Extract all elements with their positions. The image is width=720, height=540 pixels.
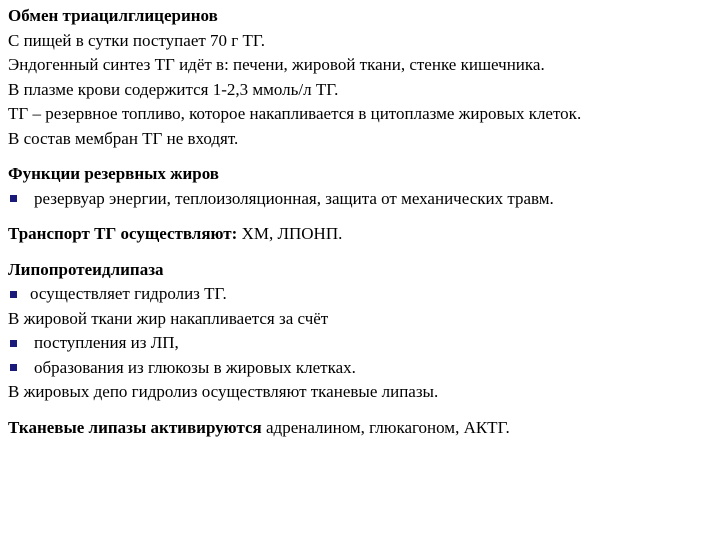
tissue-lipase-label: Тканевые липазы активируются bbox=[8, 417, 262, 437]
text-line: В плазме крови содержится 1-2,3 ммоль/л ТГ. bbox=[8, 79, 339, 99]
square-bullet-icon bbox=[10, 340, 17, 347]
transport-label: Транспорт ТГ осуществляют: bbox=[8, 224, 238, 243]
spacer bbox=[8, 405, 712, 416]
text-line: Эндогенный синтез ТГ идёт в: печени, жировой ткани, стенке кишечника. bbox=[8, 55, 545, 74]
list-item bbox=[8, 187, 712, 212]
list-item bbox=[8, 356, 712, 381]
spacer bbox=[8, 247, 712, 258]
section-title-tg-metabolism: Обмен триацилглицеринов bbox=[8, 6, 218, 25]
list-item-text: поступления из ЛП, bbox=[34, 333, 179, 352]
section-title-lipoprotein-lipase: Липопротеидлипаза bbox=[8, 259, 164, 279]
section-title-reserve-fat-functions: Функции резервных жиров bbox=[8, 164, 219, 183]
list-item-text: резервуар энергии, теплоизоляционная, защита от механических травм. bbox=[34, 188, 554, 208]
square-bullet-icon bbox=[10, 364, 17, 371]
list-item bbox=[8, 331, 712, 356]
list-item-text: осуществляет гидролиз ТГ. bbox=[30, 284, 227, 303]
text-line: В жировой ткани жир накапливается за счёт bbox=[8, 308, 329, 328]
spacer bbox=[8, 151, 712, 162]
text-line: В состав мембран ТГ не входят. bbox=[8, 128, 239, 148]
transport-value: ХМ, ЛПОНП. bbox=[237, 224, 343, 243]
text-line: В жировых депо гидролиз осуществляют тканевые липазы. bbox=[8, 382, 439, 401]
square-bullet-icon bbox=[10, 291, 17, 298]
tissue-lipase-value: адреналином, глюкагоном, АКТГ. bbox=[261, 417, 510, 437]
square-bullet-icon bbox=[10, 195, 17, 202]
spacer bbox=[8, 211, 712, 222]
transport-line bbox=[8, 222, 712, 247]
list-item-text: образования из глюкозы в жировых клетках. bbox=[34, 357, 356, 377]
text-line: С пищей в сутки поступает 70 г ТГ. bbox=[8, 30, 266, 50]
tissue-lipase-line bbox=[8, 416, 712, 441]
text-line: ТГ – резервное топливо, которое накапливается в цитоплазме жировых клеток. bbox=[8, 104, 582, 123]
slide-content bbox=[8, 4, 712, 440]
list-item bbox=[8, 282, 712, 307]
